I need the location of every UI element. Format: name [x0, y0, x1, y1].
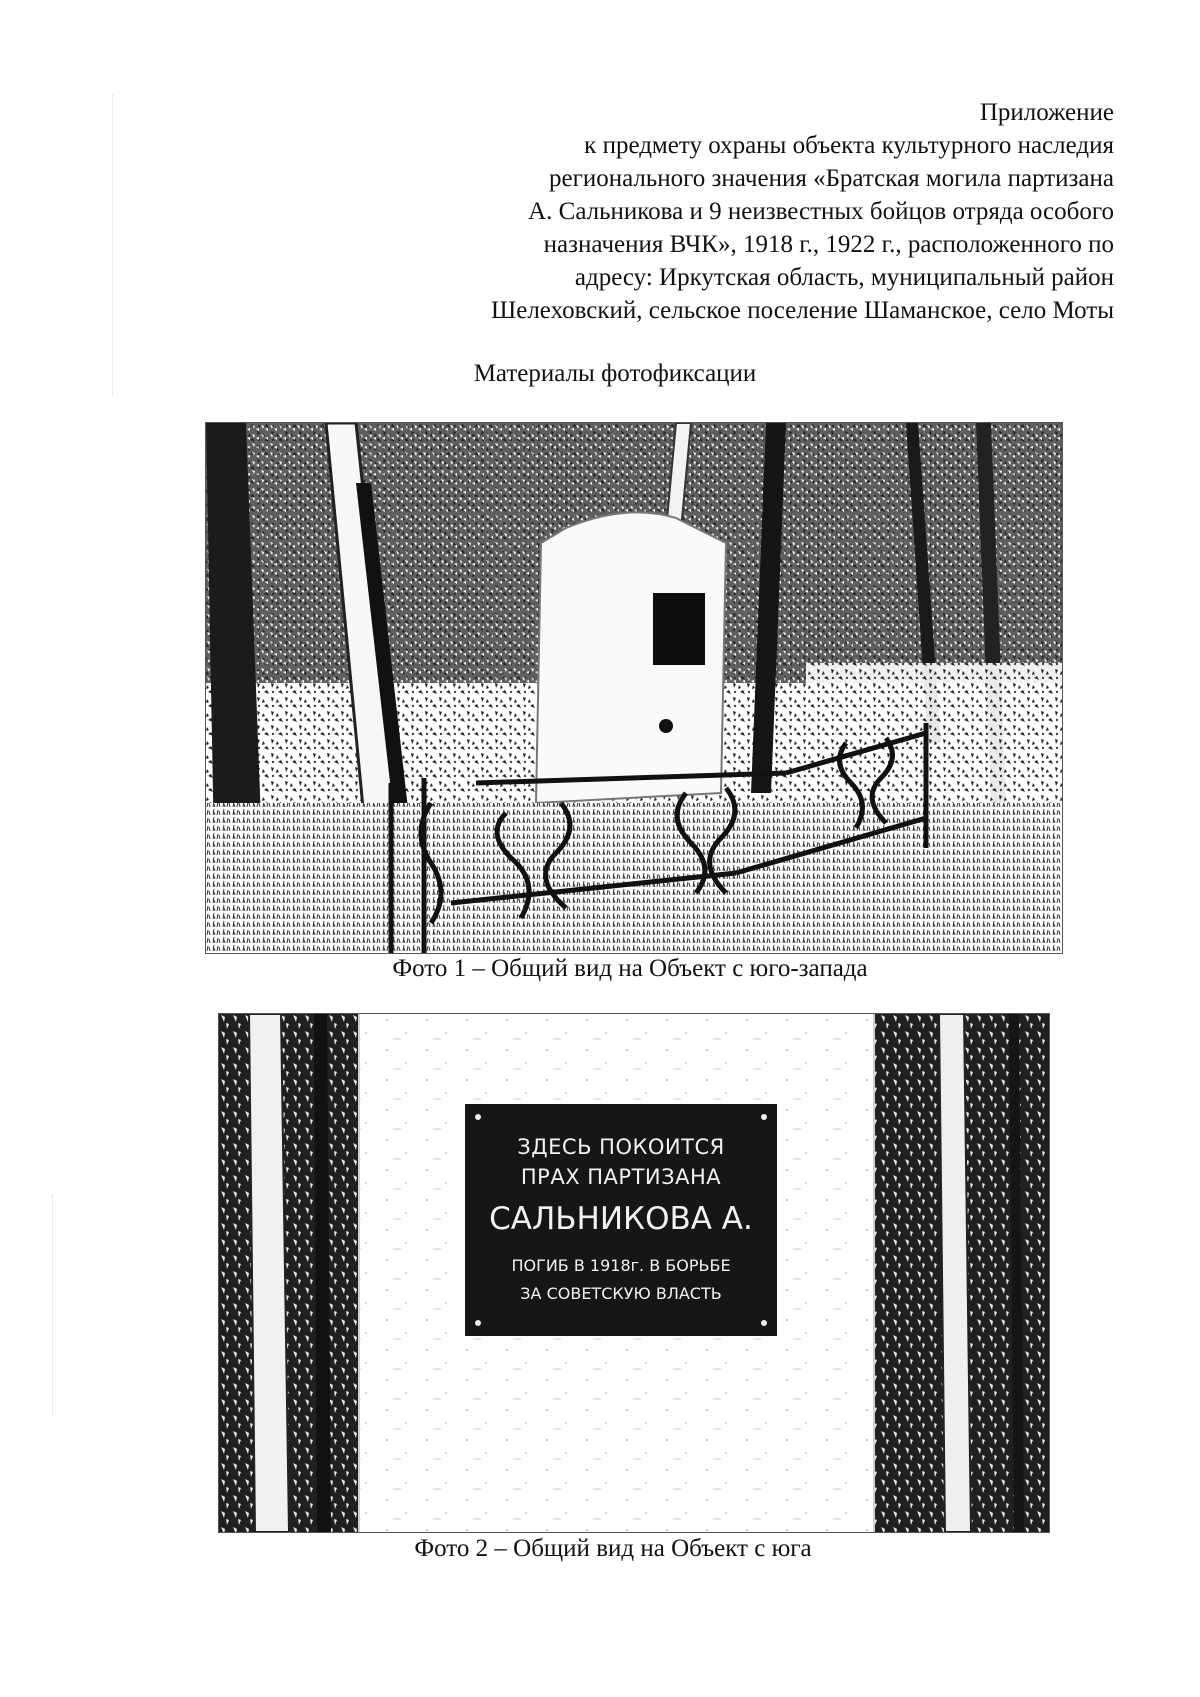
plaque-line: ЗА СОВЕТСКУЮ ВЛАСТЬ — [520, 1284, 722, 1303]
annex-line: Приложение — [979, 99, 1114, 126]
photo-2-caption: Фото 2 – Общий вид на Объект с юга — [414, 1535, 812, 1562]
annex-line: назначения ВЧК», 1918 г., 1922 г., расположенного по — [543, 231, 1114, 258]
photo-1-image — [206, 423, 1062, 953]
memorial-plaque — [465, 1104, 777, 1336]
plaque-rivet — [761, 1114, 767, 1120]
annex-line: Шелеховский, сельское поселение Шаманское, село Моты — [491, 297, 1114, 324]
plaque-rivet — [475, 1114, 481, 1120]
annex-line: к предмету охраны объекта культурного наследия — [584, 132, 1114, 159]
annex-line: регионального значения «Братская могила партизана — [548, 165, 1114, 192]
plaque-rivet — [761, 1320, 767, 1326]
section-title: Материалы фотофиксации — [473, 360, 757, 387]
plaque-line: ПОГИБ В 1918г. В БОРЬБЕ — [511, 1256, 731, 1275]
photo-2-memorial-plaque — [218, 1013, 1050, 1533]
scan-margin-marks-lower — [52, 1195, 55, 1415]
plaque-name: САЛЬНИКОВА А. — [489, 1201, 753, 1237]
annex-line: адресу: Иркутская область, муниципальный район — [574, 264, 1114, 291]
annex-header — [354, 96, 1114, 327]
scan-margin-marks — [112, 95, 115, 395]
annex-line: А. Сальникова и 9 неизвестных бойцов отряда особого — [528, 198, 1114, 225]
plaque-line: ПРАХ ПАРТИЗАНА — [520, 1165, 722, 1189]
plaque-line: ЗДЕСЬ ПОКОИТСЯ — [517, 1135, 725, 1159]
plaque-rivet — [475, 1320, 481, 1326]
photo-1-forest-monument — [205, 422, 1063, 954]
photo-1-caption: Фото 1 – Общий вид на Объект с юго-запада — [392, 955, 868, 982]
